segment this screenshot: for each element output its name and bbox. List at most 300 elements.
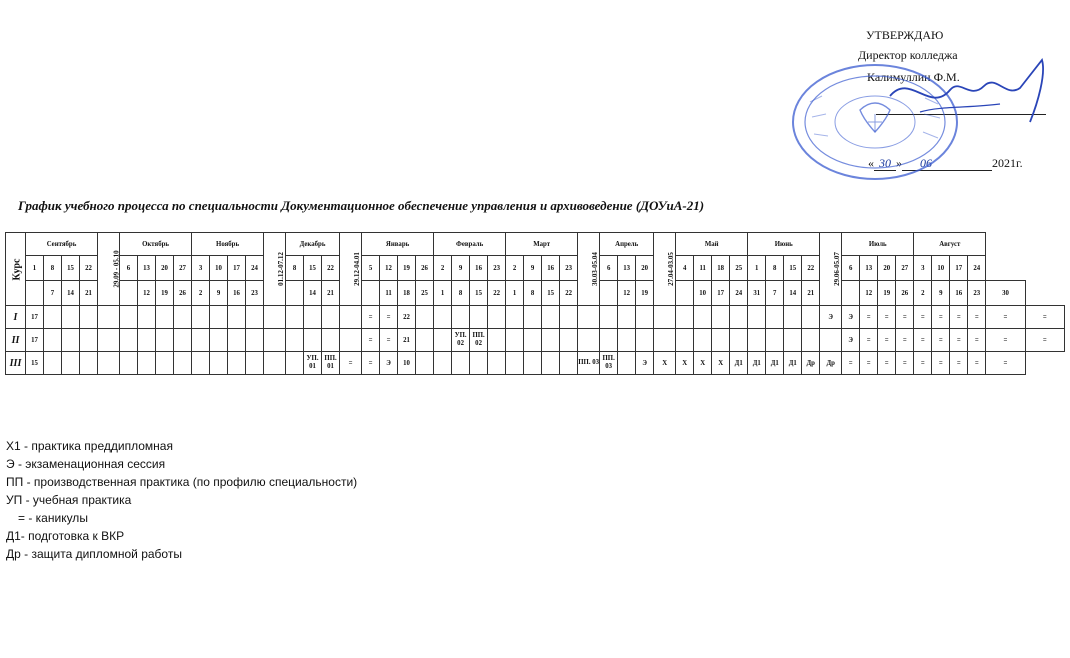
week-number-cell: 9: [452, 256, 470, 281]
schedule-cell: [192, 329, 210, 352]
schedule-cell: =: [1025, 306, 1064, 329]
schedule-cell: [156, 352, 174, 375]
schedule-cell: [138, 352, 156, 375]
week-number-cell: [842, 281, 860, 306]
week-number-cell: 6: [842, 256, 860, 281]
schedule-cell: [416, 352, 434, 375]
schedule-table: [5, 232, 1065, 375]
week-number-cell: 19: [398, 256, 416, 281]
week-number-cell: 2: [914, 281, 932, 306]
legend-item: = - каникулы: [18, 511, 88, 525]
schedule-cell: Х: [676, 352, 694, 375]
month-header: Апрель: [600, 233, 654, 256]
schedule-cell: =: [878, 329, 896, 352]
schedule-cell: [120, 329, 138, 352]
schedule-cell: 17: [26, 329, 44, 352]
schedule-cell: [44, 329, 62, 352]
month-header: Март: [506, 233, 578, 256]
week-number-cell: [120, 281, 138, 306]
schedule-cell: [322, 329, 340, 352]
schedule-cell: Э: [842, 329, 860, 352]
schedule-cell: [542, 306, 560, 329]
schedule-cell: Э: [820, 306, 842, 329]
week-number-cell: 23: [488, 256, 506, 281]
schedule-cell: [766, 329, 784, 352]
schedule-cell: [560, 352, 578, 375]
week-number-cell: 13: [860, 256, 878, 281]
week-number-cell: 27: [174, 256, 192, 281]
schedule-cell: [488, 329, 506, 352]
schedule-cell: [286, 306, 304, 329]
schedule-cell: [600, 329, 618, 352]
week-number-cell: 18: [712, 256, 730, 281]
director-signature-icon: [880, 52, 1060, 132]
schedule-cell: =: [362, 329, 380, 352]
schedule-cell: [246, 329, 264, 352]
week-number-cell: 16: [950, 281, 968, 306]
kurs-header: Курс: [6, 233, 26, 306]
schedule-cell: =: [950, 329, 968, 352]
week-number-cell: 23: [246, 281, 264, 306]
month-header: Декабрь: [286, 233, 340, 256]
week-number-cell: 16: [470, 256, 488, 281]
week-number-cell: 12: [618, 281, 636, 306]
schedule-cell: [730, 329, 748, 352]
week-number-cell: 6: [600, 256, 618, 281]
schedule-cell: [264, 352, 286, 375]
week-number-cell: 11: [380, 281, 398, 306]
schedule-cell: [416, 306, 434, 329]
schedule-cell: [340, 306, 362, 329]
week-number-cell: 4: [676, 256, 694, 281]
schedule-cell: [784, 329, 802, 352]
schedule-cell: =: [380, 329, 398, 352]
week-number-cell: 11: [694, 256, 712, 281]
week-number-cell: 3: [914, 256, 932, 281]
week-number-cell: 10: [694, 281, 712, 306]
schedule-cell: [784, 306, 802, 329]
course-label: II: [6, 329, 26, 352]
week-number-cell: 17: [950, 256, 968, 281]
schedule-cell: =: [878, 306, 896, 329]
schedule-cell: =: [896, 329, 914, 352]
schedule-cell: [322, 306, 340, 329]
holiday-week-header: 27.04-03.05: [654, 233, 676, 306]
schedule-cell: [542, 329, 560, 352]
schedule-cell: [286, 329, 304, 352]
week-number-cell: 7: [44, 281, 62, 306]
schedule-cell: =: [950, 306, 968, 329]
schedule-cell: =: [932, 329, 950, 352]
week-number-cell: 19: [636, 281, 654, 306]
week-number-cell: 15: [542, 281, 560, 306]
schedule-cell: [264, 306, 286, 329]
week-number-cell: 21: [322, 281, 340, 306]
week-number-cell: 20: [878, 256, 896, 281]
schedule-cell: [138, 329, 156, 352]
schedule-cell: [246, 306, 264, 329]
holiday-week-header: 30.03-05.04: [578, 233, 600, 306]
legend-item: Х1 - практика преддипломная: [6, 439, 173, 453]
approval-date: « 30 » 06 2021г.: [868, 156, 1023, 170]
week-number-cell: 26: [416, 256, 434, 281]
schedule-cell: [654, 306, 676, 329]
schedule-cell: [286, 352, 304, 375]
week-number-cell: 7: [766, 281, 784, 306]
schedule-cell: [210, 329, 228, 352]
week-number-cell: 17: [712, 281, 730, 306]
week-number-cell: 8: [524, 281, 542, 306]
schedule-cell: [156, 306, 174, 329]
approval-date-month: 06: [902, 156, 992, 171]
week-number-cell: 14: [784, 281, 802, 306]
month-header: Июнь: [748, 233, 820, 256]
schedule-cell: [802, 306, 820, 329]
schedule-cell: ПП. 03: [578, 352, 600, 375]
legend-item: Др - защита дипломной работы: [6, 547, 182, 561]
schedule-cell: =: [340, 352, 362, 375]
schedule-cell: =: [914, 306, 932, 329]
approval-title: УТВЕРЖДАЮ: [866, 28, 944, 42]
week-number-cell: 6: [120, 256, 138, 281]
schedule-cell: 21: [398, 329, 416, 352]
week-number-cell: 2: [192, 281, 210, 306]
week-number-cell: 22: [322, 256, 340, 281]
schedule-cell: [470, 306, 488, 329]
schedule-cell: [654, 329, 676, 352]
schedule-cell: [138, 306, 156, 329]
schedule-cell: [62, 329, 80, 352]
week-number-cell: 14: [304, 281, 322, 306]
schedule-cell: [560, 306, 578, 329]
week-number-cell: 22: [488, 281, 506, 306]
week-number-cell: [600, 281, 618, 306]
schedule-cell: =: [860, 352, 878, 375]
course-label: I: [6, 306, 26, 329]
week-number-cell: 26: [896, 281, 914, 306]
course-label: III: [6, 352, 26, 375]
schedule-cell: [434, 306, 452, 329]
week-number-cell: 15: [304, 256, 322, 281]
week-number-cell: 9: [932, 281, 950, 306]
schedule-cell: [174, 306, 192, 329]
schedule-cell: =: [896, 306, 914, 329]
week-number-cell: 10: [932, 256, 950, 281]
week-number-cell: [676, 281, 694, 306]
week-number-cell: 20: [636, 256, 654, 281]
schedule-cell: [80, 329, 98, 352]
schedule-cell: [618, 329, 636, 352]
schedule-cell: [210, 306, 228, 329]
schedule-cell: [44, 352, 62, 375]
week-number-cell: 1: [748, 256, 766, 281]
schedule-cell: [712, 329, 730, 352]
week-number-cell: 19: [878, 281, 896, 306]
schedule-cell: [62, 306, 80, 329]
week-start-row: [6, 256, 1065, 281]
week-number-cell: 1: [434, 281, 452, 306]
week-number-cell: 25: [730, 256, 748, 281]
week-number-cell: 24: [968, 256, 986, 281]
week-number-cell: [362, 281, 380, 306]
holiday-week-header: 01.12-07.12: [264, 233, 286, 306]
week-number-cell: 21: [80, 281, 98, 306]
schedule-cell: =: [932, 306, 950, 329]
week-number-cell: 23: [560, 256, 578, 281]
schedule-cell: [174, 352, 192, 375]
schedule-cell: 15: [26, 352, 44, 375]
week-number-cell: 12: [138, 281, 156, 306]
schedule-cell: [618, 352, 636, 375]
approval-date-year: 2021г.: [992, 156, 1023, 170]
week-number-cell: 10: [210, 256, 228, 281]
week-number-cell: 22: [560, 281, 578, 306]
week-number-cell: 20: [156, 256, 174, 281]
holiday-week-header: 29.09 - 05.10: [98, 233, 120, 306]
schedule-cell: Х: [694, 352, 712, 375]
schedule-cell: [506, 352, 524, 375]
month-header: Май: [676, 233, 748, 256]
week-number-cell: 2: [506, 256, 524, 281]
schedule-cell: 10: [398, 352, 416, 375]
schedule-cell: =: [896, 352, 914, 375]
legend-item: Д1- подготовка к ВКР: [6, 529, 125, 543]
schedule-cell: [524, 329, 542, 352]
schedule-cell: 17: [26, 306, 44, 329]
week-number-cell: 16: [542, 256, 560, 281]
schedule-cell: [636, 306, 654, 329]
schedule-cell: [578, 306, 600, 329]
schedule-cell: =: [1025, 329, 1064, 352]
schedule-cell: [174, 329, 192, 352]
schedule-cell: =: [878, 352, 896, 375]
week-number-cell: 18: [398, 281, 416, 306]
schedule-cell: [340, 329, 362, 352]
month-header: Ноябрь: [192, 233, 264, 256]
holiday-week-header: 29.12-04.01: [340, 233, 362, 306]
schedule-cell: [120, 352, 138, 375]
schedule-cell: [156, 329, 174, 352]
schedule-cell: УП. 02: [452, 329, 470, 352]
week-number-cell: 1: [506, 281, 524, 306]
course-row: [6, 306, 1065, 329]
schedule-cell: ПП. 01: [322, 352, 340, 375]
week-number-cell: 26: [174, 281, 192, 306]
schedule-cell: [228, 306, 246, 329]
schedule-cell: =: [986, 329, 1025, 352]
month-header: Июль: [842, 233, 914, 256]
week-number-cell: 13: [618, 256, 636, 281]
week-number-cell: 12: [860, 281, 878, 306]
schedule-cell: [488, 306, 506, 329]
schedule-cell: =: [380, 306, 398, 329]
schedule-cell: [618, 306, 636, 329]
schedule-cell: [600, 306, 618, 329]
schedule-cell: =: [362, 306, 380, 329]
schedule-cell: =: [362, 352, 380, 375]
month-header: Сентябрь: [26, 233, 98, 256]
week-number-cell: 14: [62, 281, 80, 306]
week-number-cell: 23: [968, 281, 986, 306]
schedule-cell: [264, 329, 286, 352]
schedule-cell: [246, 352, 264, 375]
schedule-cell: [748, 306, 766, 329]
schedule-cell: [62, 352, 80, 375]
schedule-cell: Х: [712, 352, 730, 375]
week-number-cell: 9: [524, 256, 542, 281]
week-number-cell: 31: [748, 281, 766, 306]
schedule-cell: 22: [398, 306, 416, 329]
week-number-cell: 12: [380, 256, 398, 281]
schedule-cell: [488, 352, 506, 375]
schedule-cell: =: [968, 352, 986, 375]
month-header: Октябрь: [120, 233, 192, 256]
week-number-cell: 24: [730, 281, 748, 306]
month-row: [6, 233, 1065, 256]
schedule-cell: ПП. 03: [600, 352, 618, 375]
schedule-cell: [560, 329, 578, 352]
week-number-cell: 8: [452, 281, 470, 306]
week-number-cell: 3: [192, 256, 210, 281]
schedule-cell: [802, 329, 820, 352]
schedule-cell: [506, 329, 524, 352]
schedule-cell: [210, 352, 228, 375]
schedule-cell: =: [932, 352, 950, 375]
week-number-cell: 17: [228, 256, 246, 281]
week-number-cell: 8: [766, 256, 784, 281]
schedule-cell: =: [968, 329, 986, 352]
schedule-cell: [712, 306, 730, 329]
schedule-cell: =: [950, 352, 968, 375]
schedule-cell: [452, 306, 470, 329]
schedule-cell: [524, 352, 542, 375]
schedule-cell: [470, 352, 488, 375]
week-number-cell: 24: [246, 256, 264, 281]
schedule-cell: [730, 306, 748, 329]
approval-date-day: 30: [874, 156, 896, 171]
legend-item: ПП - производственная практика (по профилю специальности): [6, 475, 358, 489]
schedule-cell: [676, 329, 694, 352]
schedule-cell: Д1: [784, 352, 802, 375]
schedule-cell: УП. 01: [304, 352, 322, 375]
schedule-cell: =: [842, 352, 860, 375]
schedule-cell: Э: [842, 306, 860, 329]
schedule-cell: [120, 306, 138, 329]
schedule-cell: [98, 329, 120, 352]
schedule-cell: [80, 306, 98, 329]
schedule-cell: [228, 352, 246, 375]
week-number-cell: 9: [210, 281, 228, 306]
legend: [6, 437, 357, 563]
week-number-cell: 13: [138, 256, 156, 281]
legend-item: Э - экзаменационная сессия: [6, 457, 166, 471]
schedule-cell: [192, 306, 210, 329]
week-number-cell: 15: [470, 281, 488, 306]
approval-name: Калимуллин Ф.М.: [867, 70, 960, 84]
schedule-cell: Др: [820, 352, 842, 375]
schedule-cell: =: [986, 352, 1025, 375]
schedule-cell: [98, 306, 120, 329]
schedule-cell: [578, 329, 600, 352]
schedule-cell: =: [914, 352, 932, 375]
schedule-cell: [304, 306, 322, 329]
schedule-cell: [452, 352, 470, 375]
week-number-cell: 8: [286, 256, 304, 281]
week-number-cell: 5: [362, 256, 380, 281]
week-number-cell: 1: [26, 256, 44, 281]
week-number-cell: [286, 281, 304, 306]
schedule-cell: [228, 329, 246, 352]
schedule-cell: Д1: [766, 352, 784, 375]
schedule-cell: =: [860, 329, 878, 352]
schedule-cell: Д1: [730, 352, 748, 375]
course-row: [6, 329, 1065, 352]
schedule-cell: [820, 329, 842, 352]
schedule-cell: [44, 306, 62, 329]
schedule-cell: [506, 306, 524, 329]
week-number-cell: 21: [802, 281, 820, 306]
course-row: [6, 352, 1065, 375]
schedule-cell: =: [968, 306, 986, 329]
week-number-cell: 19: [156, 281, 174, 306]
month-header: Февраль: [434, 233, 506, 256]
schedule-cell: =: [914, 329, 932, 352]
week-number-cell: 22: [802, 256, 820, 281]
schedule-cell: Др: [802, 352, 820, 375]
week-number-cell: 22: [80, 256, 98, 281]
week-number-cell: 25: [416, 281, 434, 306]
schedule-cell: [748, 329, 766, 352]
schedule-cell: Х: [654, 352, 676, 375]
schedule-cell: =: [860, 306, 878, 329]
week-number-cell: 2: [434, 256, 452, 281]
schedule-cell: [434, 329, 452, 352]
schedule-cell: [304, 329, 322, 352]
schedule-cell: [80, 352, 98, 375]
schedule-cell: [416, 329, 434, 352]
month-header: Август: [914, 233, 986, 256]
schedule-cell: [694, 329, 712, 352]
schedule-cell: [98, 352, 120, 375]
approval-position: Директор колледжа: [858, 48, 958, 62]
schedule-cell: [434, 352, 452, 375]
week-number-cell: 8: [44, 256, 62, 281]
schedule-cell: ПП. 02: [470, 329, 488, 352]
schedule-cell: [676, 306, 694, 329]
week-number-cell: 15: [784, 256, 802, 281]
schedule-cell: Э: [380, 352, 398, 375]
schedule-cell: Э: [636, 352, 654, 375]
week-number-cell: 30: [986, 281, 1025, 306]
schedule-cell: [694, 306, 712, 329]
page-title: График учебного процесса по специальности Документационное обеспечение управления и архивоведение (ДОУиА-21): [18, 198, 705, 213]
week-number-cell: 16: [228, 281, 246, 306]
week-number-cell: 27: [896, 256, 914, 281]
holiday-week-header: 29.06-05.07: [820, 233, 842, 306]
week-end-row: [6, 281, 1065, 306]
schedule-cell: [524, 306, 542, 329]
schedule-cell: [542, 352, 560, 375]
schedule-cell: [636, 329, 654, 352]
schedule-cell: [766, 306, 784, 329]
week-number-cell: 15: [62, 256, 80, 281]
month-header: Январь: [362, 233, 434, 256]
legend-item: УП - учебная практика: [6, 493, 132, 507]
schedule-cell: [192, 352, 210, 375]
schedule-cell: Д1: [748, 352, 766, 375]
week-number-cell: [26, 281, 44, 306]
schedule-cell: =: [986, 306, 1025, 329]
